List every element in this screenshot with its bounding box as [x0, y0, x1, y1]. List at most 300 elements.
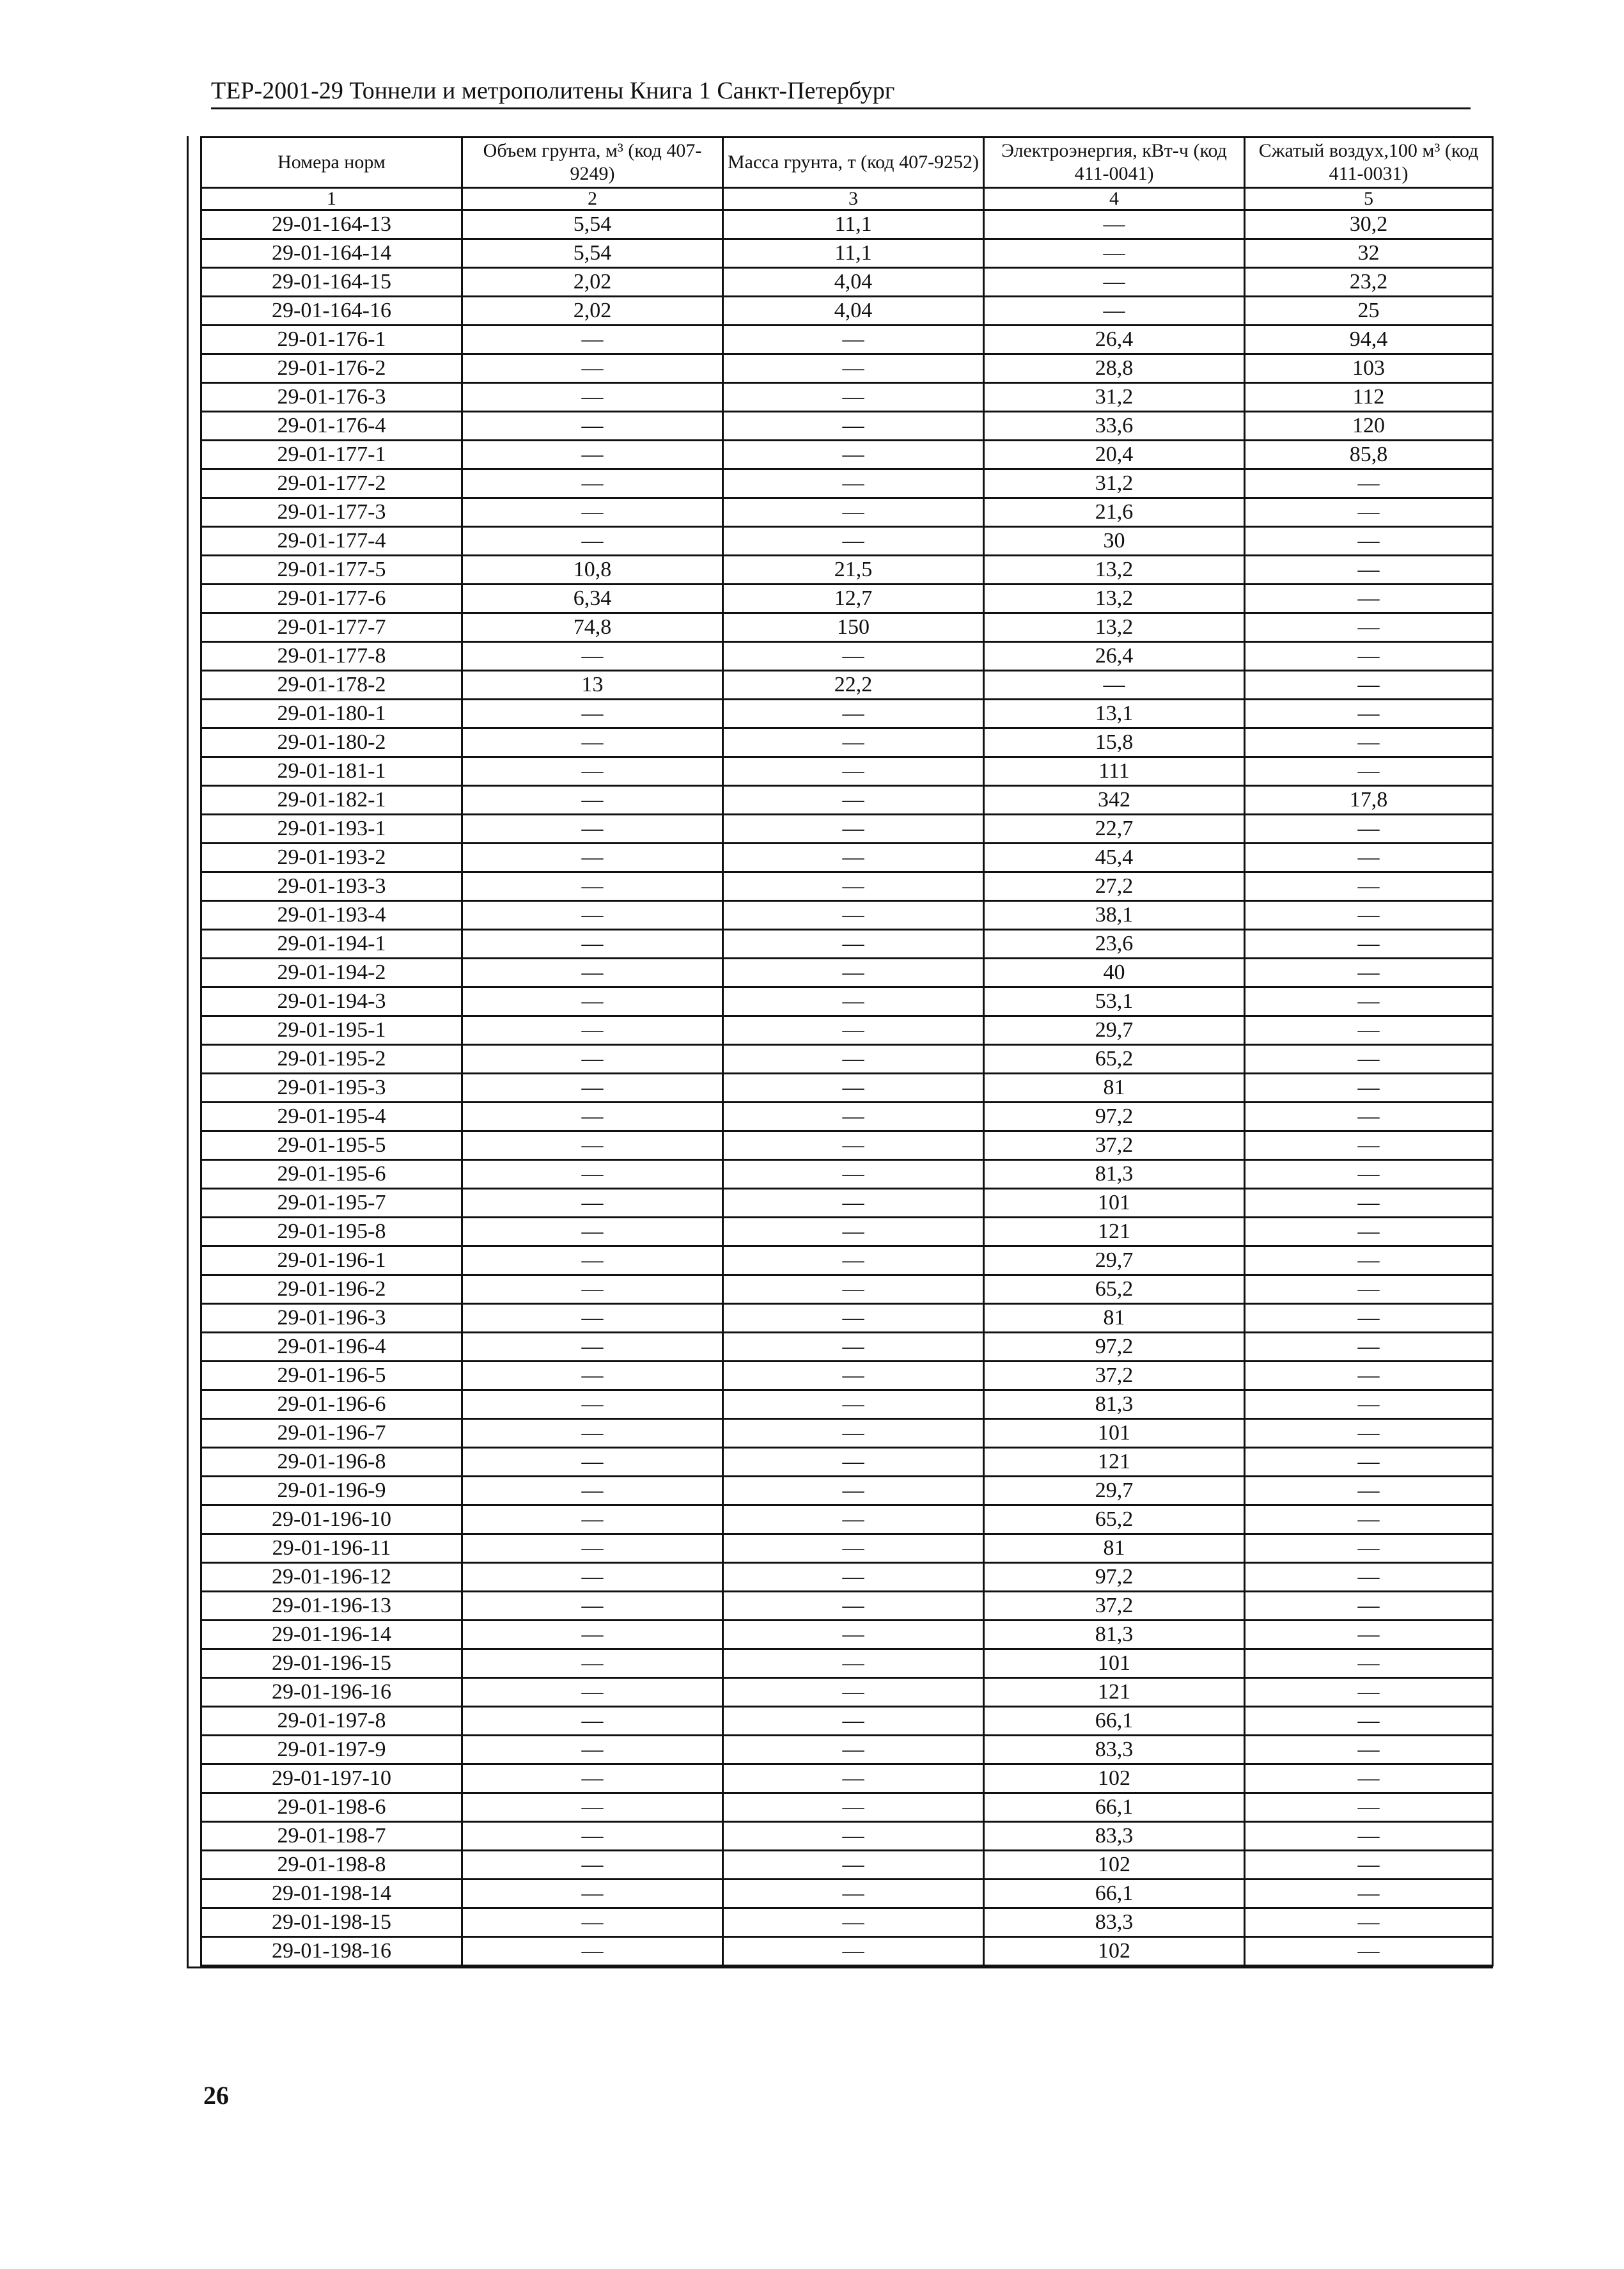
table-cell: — — [723, 1736, 984, 1764]
table-cell: — — [723, 1390, 984, 1419]
norm-number-cell: 29-01-177-8 — [201, 642, 462, 671]
table-cell: — — [723, 1045, 984, 1074]
table-cell: — — [1245, 1880, 1493, 1908]
table-cell: — — [462, 1707, 723, 1736]
table-cell: — — [1245, 844, 1493, 872]
table-row — [201, 786, 1493, 815]
table-cell: — — [723, 1880, 984, 1908]
table-cell: 12,7 — [723, 585, 984, 613]
table-cell: 13,2 — [984, 613, 1245, 642]
table-cell: — — [1245, 901, 1493, 930]
table-cell: 26,4 — [984, 326, 1245, 354]
table-row — [201, 354, 1493, 383]
table-cell: 74,8 — [462, 613, 723, 642]
table-row — [201, 1419, 1493, 1448]
table-row — [201, 1851, 1493, 1880]
table-cell: 65,2 — [984, 1045, 1245, 1074]
table-cell: — — [723, 1678, 984, 1707]
table-cell: — — [462, 901, 723, 930]
table-cell: 11,1 — [723, 239, 984, 268]
table-cell: — — [723, 441, 984, 469]
table-cell: — — [1245, 1304, 1493, 1333]
table-row — [201, 527, 1493, 556]
table-cell: 23,6 — [984, 930, 1245, 959]
table-cell: 65,2 — [984, 1275, 1245, 1304]
table-cell: — — [1245, 1736, 1493, 1764]
table-cell: — — [723, 959, 984, 987]
norm-number-cell: 29-01-198-15 — [201, 1908, 462, 1937]
norm-number-cell: 29-01-197-9 — [201, 1736, 462, 1764]
norm-number-cell: 29-01-194-3 — [201, 987, 462, 1016]
table-cell: — — [462, 872, 723, 901]
table-row — [201, 1534, 1493, 1563]
table-cell: 13,2 — [984, 556, 1245, 585]
table-cell: — — [984, 671, 1245, 700]
table-cell: — — [462, 1045, 723, 1074]
table-cell: — — [462, 1074, 723, 1103]
table-cell: — — [723, 757, 984, 786]
table-cell: — — [1245, 1275, 1493, 1304]
table-cell: — — [462, 1333, 723, 1362]
table-cell: 111 — [984, 757, 1245, 786]
table-cell: — — [1245, 1246, 1493, 1275]
table-row — [201, 1362, 1493, 1390]
table-cell: — — [1245, 1333, 1493, 1362]
table-row — [201, 1074, 1493, 1103]
table-row — [201, 1563, 1493, 1592]
table-cell: — — [462, 757, 723, 786]
table-cell: — — [462, 1016, 723, 1045]
table-cell: — — [723, 700, 984, 728]
norm-number-cell: 29-01-193-4 — [201, 901, 462, 930]
table-row — [201, 1390, 1493, 1419]
norm-number-cell: 29-01-177-1 — [201, 441, 462, 469]
table-cell: — — [1245, 728, 1493, 757]
table-row — [201, 239, 1493, 268]
table-cell: — — [462, 1505, 723, 1534]
norm-number-cell: 29-01-177-3 — [201, 498, 462, 527]
column-number-row — [201, 188, 1493, 210]
norm-number-cell: 29-01-193-2 — [201, 844, 462, 872]
table-cell: — — [462, 987, 723, 1016]
table-cell: — — [723, 1362, 984, 1390]
table-cell: — — [723, 1649, 984, 1678]
table-cell: 28,8 — [984, 354, 1245, 383]
column-number: 4 — [984, 188, 1245, 210]
norm-number-cell: 29-01-164-16 — [201, 297, 462, 326]
table-row — [201, 383, 1493, 412]
table-cell: 121 — [984, 1678, 1245, 1707]
table-cell: 37,2 — [984, 1362, 1245, 1390]
table-cell: — — [723, 1621, 984, 1649]
table-cell: 13,2 — [984, 585, 1245, 613]
norm-number-cell: 29-01-195-8 — [201, 1218, 462, 1246]
table-row — [201, 1103, 1493, 1131]
norm-number-cell: 29-01-164-15 — [201, 268, 462, 297]
table-cell: — — [1245, 1160, 1493, 1189]
table-cell: — — [462, 1678, 723, 1707]
column-header: Сжатый воздух,100 м³ (код 411-0031) — [1245, 137, 1493, 188]
norm-number-cell: 29-01-198-16 — [201, 1937, 462, 1966]
table-cell: — — [462, 1937, 723, 1966]
table-cell: — — [723, 1131, 984, 1160]
norm-number-cell: 29-01-180-1 — [201, 700, 462, 728]
table-cell: — — [462, 959, 723, 987]
table-cell: 81 — [984, 1304, 1245, 1333]
table-cell: 22,7 — [984, 815, 1245, 844]
table-cell: 31,2 — [984, 383, 1245, 412]
table-row — [201, 671, 1493, 700]
table-row — [201, 1793, 1493, 1822]
table-cell: 81,3 — [984, 1160, 1245, 1189]
table-cell: 121 — [984, 1448, 1245, 1477]
table-cell: — — [462, 1275, 723, 1304]
norm-number-cell: 29-01-177-4 — [201, 527, 462, 556]
table-cell: 23,2 — [1245, 268, 1493, 297]
table-cell: — — [1245, 1649, 1493, 1678]
table-cell: 37,2 — [984, 1131, 1245, 1160]
table-cell: 2,02 — [462, 268, 723, 297]
page-header — [211, 75, 1471, 109]
table-row — [201, 210, 1493, 239]
table-cell: — — [1245, 1074, 1493, 1103]
table-cell: — — [723, 1937, 984, 1966]
table-cell: — — [984, 239, 1245, 268]
page-title: ТЕР-2001-29 Тоннели и метрополитены Книга 1 Санкт-Петербург — [211, 77, 895, 104]
norm-number-cell: 29-01-176-1 — [201, 326, 462, 354]
table-cell: 83,3 — [984, 1822, 1245, 1851]
table-cell: — — [462, 1131, 723, 1160]
table-cell: — — [1245, 1103, 1493, 1131]
table-cell: 11,1 — [723, 210, 984, 239]
table-cell: — — [1245, 1448, 1493, 1477]
table-cell: 6,34 — [462, 585, 723, 613]
table-cell: — — [723, 1822, 984, 1851]
table-cell: — — [462, 930, 723, 959]
table-cell: — — [723, 786, 984, 815]
table-row — [201, 498, 1493, 527]
table-row — [201, 1448, 1493, 1477]
table-row — [201, 613, 1493, 642]
table-row — [201, 268, 1493, 297]
table-cell: 29,7 — [984, 1246, 1245, 1275]
column-header: Объем грунта, м³ (код 407-9249) — [462, 137, 723, 188]
norm-number-cell: 29-01-196-3 — [201, 1304, 462, 1333]
table-cell: — — [723, 987, 984, 1016]
norm-number-cell: 29-01-182-1 — [201, 786, 462, 815]
table-cell: 26,4 — [984, 642, 1245, 671]
table-row — [201, 1160, 1493, 1189]
table-cell: — — [1245, 987, 1493, 1016]
table-cell: 30 — [984, 527, 1245, 556]
norm-number-cell: 29-01-197-10 — [201, 1764, 462, 1793]
table-cell: — — [723, 1448, 984, 1477]
norm-number-cell: 29-01-196-12 — [201, 1563, 462, 1592]
norm-number-cell: 29-01-181-1 — [201, 757, 462, 786]
table-cell: — — [1245, 700, 1493, 728]
table-cell: — — [1245, 1592, 1493, 1621]
table-cell: — — [723, 1218, 984, 1246]
table-row — [201, 1045, 1493, 1074]
norm-number-cell: 29-01-196-10 — [201, 1505, 462, 1534]
column-header: Масса грунта, т (код 407-9252) — [723, 137, 984, 188]
table-cell: — — [462, 1448, 723, 1477]
norm-number-cell: 29-01-177-5 — [201, 556, 462, 585]
table-row — [201, 441, 1493, 469]
norm-number-cell: 29-01-196-8 — [201, 1448, 462, 1477]
table-cell: — — [1245, 815, 1493, 844]
table-cell: — — [462, 728, 723, 757]
table-row — [201, 1275, 1493, 1304]
table-cell: — — [1245, 1678, 1493, 1707]
column-number: 2 — [462, 188, 723, 210]
table-row — [201, 844, 1493, 872]
norm-number-cell: 29-01-195-4 — [201, 1103, 462, 1131]
table-cell: 27,2 — [984, 872, 1245, 901]
table-cell: — — [1245, 1908, 1493, 1937]
table-cell: 31,2 — [984, 469, 1245, 498]
table-row — [201, 469, 1493, 498]
table-cell: — — [723, 498, 984, 527]
table-cell: — — [462, 1362, 723, 1390]
table-cell: — — [1245, 1131, 1493, 1160]
norm-number-cell: 29-01-164-14 — [201, 239, 462, 268]
table-cell: — — [1245, 1822, 1493, 1851]
table-row — [201, 1736, 1493, 1764]
table-cell: 342 — [984, 786, 1245, 815]
table-cell: 4,04 — [723, 297, 984, 326]
table-cell: 20,4 — [984, 441, 1245, 469]
table-row — [201, 987, 1493, 1016]
table-cell: — — [723, 815, 984, 844]
norm-number-cell: 29-01-177-7 — [201, 613, 462, 642]
table-cell: — — [462, 1563, 723, 1592]
table-cell: — — [723, 1851, 984, 1880]
table-cell: — — [462, 1218, 723, 1246]
table-cell: — — [723, 930, 984, 959]
table-cell: 121 — [984, 1218, 1245, 1246]
table-cell: — — [462, 383, 723, 412]
table-header-row — [201, 137, 1493, 188]
table-cell: — — [462, 844, 723, 872]
table-cell: 2,02 — [462, 297, 723, 326]
table-cell: — — [462, 1160, 723, 1189]
table-cell: — — [723, 1160, 984, 1189]
norm-number-cell: 29-01-196-1 — [201, 1246, 462, 1275]
table-cell: — — [462, 1189, 723, 1218]
column-number: 1 — [201, 188, 462, 210]
norm-number-cell: 29-01-195-2 — [201, 1045, 462, 1074]
table-cell: 29,7 — [984, 1477, 1245, 1505]
table-cell: — — [462, 1477, 723, 1505]
table-cell: — — [723, 1304, 984, 1333]
table-row — [201, 1218, 1493, 1246]
table-cell: — — [1245, 469, 1493, 498]
table-cell: — — [723, 1275, 984, 1304]
table-cell: 97,2 — [984, 1563, 1245, 1592]
table-cell: 85,8 — [1245, 441, 1493, 469]
table-cell: — — [1245, 613, 1493, 642]
table-row — [201, 1764, 1493, 1793]
table-cell: 5,54 — [462, 239, 723, 268]
table-cell: 83,3 — [984, 1736, 1245, 1764]
norm-number-cell: 29-01-198-14 — [201, 1880, 462, 1908]
table-cell: 101 — [984, 1649, 1245, 1678]
table-row — [201, 326, 1493, 354]
norm-number-cell: 29-01-198-6 — [201, 1793, 462, 1822]
table-cell: — — [723, 1246, 984, 1275]
table-cell: — — [462, 1764, 723, 1793]
norm-number-cell: 29-01-196-5 — [201, 1362, 462, 1390]
norm-number-cell: 29-01-195-6 — [201, 1160, 462, 1189]
table-cell: — — [1245, 872, 1493, 901]
table-cell: — — [723, 1563, 984, 1592]
table-cell: 37,2 — [984, 1592, 1245, 1621]
table-cell: — — [1245, 527, 1493, 556]
table-row — [201, 1304, 1493, 1333]
table-cell: 97,2 — [984, 1103, 1245, 1131]
column-header: Электроэнергия, кВт-ч (код 411-0041) — [984, 137, 1245, 188]
norm-number-cell: 29-01-196-11 — [201, 1534, 462, 1563]
table-cell: 21,5 — [723, 556, 984, 585]
table-cell: — — [462, 1793, 723, 1822]
table-cell: — — [723, 728, 984, 757]
table-cell: — — [723, 642, 984, 671]
table-cell: — — [1245, 1218, 1493, 1246]
table-cell: — — [462, 469, 723, 498]
table-row — [201, 1937, 1493, 1966]
table-cell: — — [723, 1419, 984, 1448]
table-row — [201, 1246, 1493, 1275]
table-cell: — — [1245, 1016, 1493, 1045]
table-row — [201, 585, 1493, 613]
norm-number-cell: 29-01-196-6 — [201, 1390, 462, 1419]
table-cell: 17,8 — [1245, 786, 1493, 815]
table-cell: — — [1245, 1764, 1493, 1793]
table-cell: 66,1 — [984, 1880, 1245, 1908]
table-cell: — — [462, 354, 723, 383]
table-cell: — — [723, 1016, 984, 1045]
table-row — [201, 815, 1493, 844]
table-cell: 150 — [723, 613, 984, 642]
norm-number-cell: 29-01-194-2 — [201, 959, 462, 987]
table-cell: 65,2 — [984, 1505, 1245, 1534]
table-row — [201, 757, 1493, 786]
table-cell: 120 — [1245, 412, 1493, 441]
table-cell: — — [723, 383, 984, 412]
table-cell: 21,6 — [984, 498, 1245, 527]
table-cell: — — [723, 901, 984, 930]
table-cell: — — [984, 297, 1245, 326]
table-cell: — — [462, 1880, 723, 1908]
norm-number-cell: 29-01-164-13 — [201, 210, 462, 239]
table-cell: 81,3 — [984, 1390, 1245, 1419]
table-cell: — — [462, 786, 723, 815]
table-cell: — — [723, 872, 984, 901]
table-cell: — — [462, 1103, 723, 1131]
table-cell: — — [1245, 1419, 1493, 1448]
table-cell: — — [1245, 642, 1493, 671]
table-cell: — — [1245, 757, 1493, 786]
table-row — [201, 1505, 1493, 1534]
table-cell: — — [462, 326, 723, 354]
norm-number-cell: 29-01-195-7 — [201, 1189, 462, 1218]
table-cell: — — [462, 1246, 723, 1275]
table-cell: 112 — [1245, 383, 1493, 412]
table-cell: 13 — [462, 671, 723, 700]
norm-number-cell: 29-01-177-2 — [201, 469, 462, 498]
table-cell: 38,1 — [984, 901, 1245, 930]
table-cell: — — [1245, 1189, 1493, 1218]
table-row — [201, 1678, 1493, 1707]
norm-number-cell: 29-01-178-2 — [201, 671, 462, 700]
table-cell: — — [723, 844, 984, 872]
table-cell: — — [462, 498, 723, 527]
table-cell: 101 — [984, 1419, 1245, 1448]
table-cell: — — [1245, 1621, 1493, 1649]
table-cell: — — [723, 1534, 984, 1563]
norm-number-cell: 29-01-198-7 — [201, 1822, 462, 1851]
table-cell: — — [723, 1764, 984, 1793]
table-cell: — — [723, 469, 984, 498]
table-cell: — — [723, 354, 984, 383]
table-row — [201, 1592, 1493, 1621]
table-row — [201, 1649, 1493, 1678]
table-cell: 53,1 — [984, 987, 1245, 1016]
norm-number-cell: 29-01-193-1 — [201, 815, 462, 844]
table-cell: — — [1245, 671, 1493, 700]
table-cell: 13,1 — [984, 700, 1245, 728]
table-cell: — — [1245, 930, 1493, 959]
table-cell: — — [462, 441, 723, 469]
table-cell: — — [1245, 1390, 1493, 1419]
table-cell: — — [723, 1908, 984, 1937]
table-cell: — — [462, 1621, 723, 1649]
table-row — [201, 1016, 1493, 1045]
table-cell: 5,54 — [462, 210, 723, 239]
table-cell: — — [1245, 1505, 1493, 1534]
table-cell: — — [462, 412, 723, 441]
table-cell: — — [462, 1822, 723, 1851]
norm-number-cell: 29-01-196-9 — [201, 1477, 462, 1505]
table-cell: — — [462, 1419, 723, 1448]
norm-number-cell: 29-01-196-4 — [201, 1333, 462, 1362]
table-cell: — — [984, 210, 1245, 239]
table-cell: — — [723, 1333, 984, 1362]
table-row — [201, 297, 1493, 326]
table-cell: 83,3 — [984, 1908, 1245, 1937]
table-cell: 102 — [984, 1764, 1245, 1793]
table-cell: — — [1245, 959, 1493, 987]
table-cell: — — [462, 642, 723, 671]
table-cell: — — [723, 1707, 984, 1736]
table-cell: — — [462, 1908, 723, 1937]
table-row — [201, 556, 1493, 585]
table-cell: — — [1245, 1477, 1493, 1505]
table-row — [201, 1131, 1493, 1160]
resources-table-frame — [187, 136, 1493, 1968]
table-row — [201, 1822, 1493, 1851]
table-cell: — — [723, 412, 984, 441]
table-row — [201, 1908, 1493, 1937]
table-cell: 32 — [1245, 239, 1493, 268]
table-cell: — — [1245, 556, 1493, 585]
norm-number-cell: 29-01-193-3 — [201, 872, 462, 901]
table-cell: — — [723, 1074, 984, 1103]
table-cell: — — [723, 1793, 984, 1822]
table-cell: 81,3 — [984, 1621, 1245, 1649]
table-body — [201, 210, 1493, 1966]
